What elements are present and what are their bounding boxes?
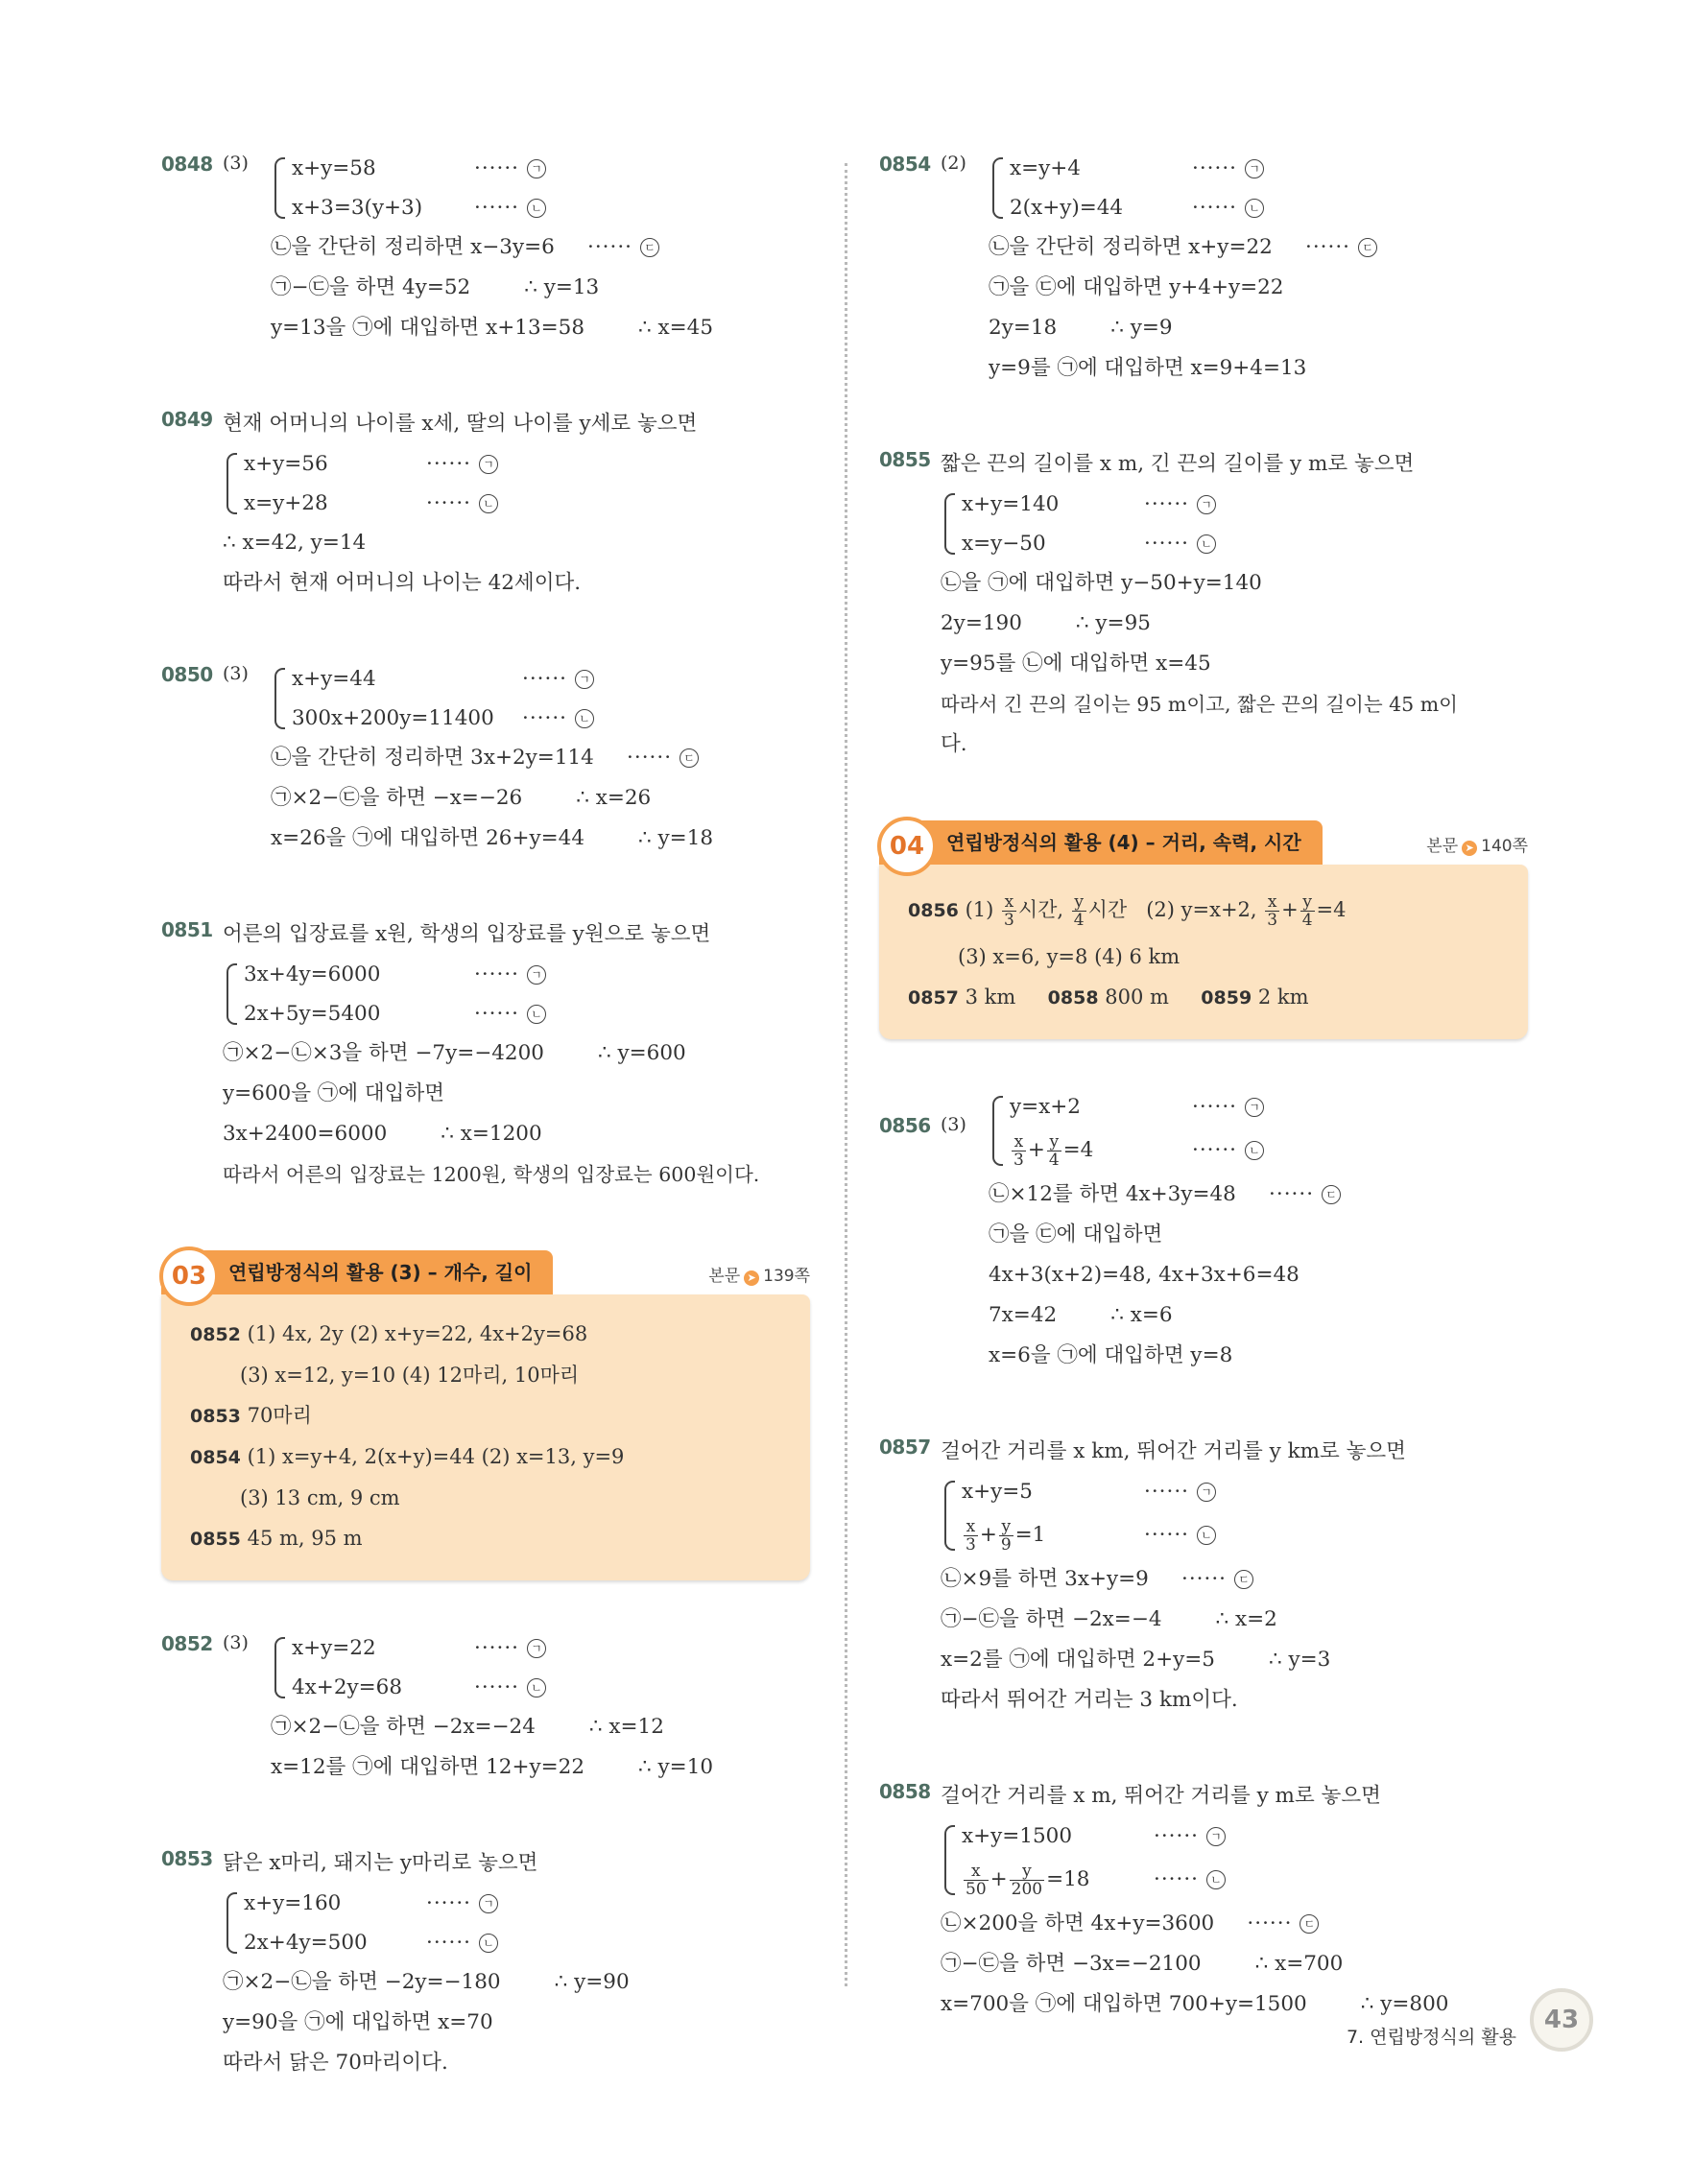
conclusion: 따라서 닭은 70마리이다. [223, 2051, 448, 2075]
marker-2: ㄴ [1245, 1141, 1264, 1160]
problem-intro: 걸어간 거리를 x m, 뛰어간 거리를 y m로 놓으면 [941, 1784, 1381, 1808]
marker-3: ㄷ [1234, 1570, 1253, 1589]
problem-0857: 0857 걸어간 거리를 x km, 뛰어간 거리를 y km로 놓으면 x+y=5 ······ ㄱ $\frac{x}{3}$ + $\frac{y}{9}$ =1 ······ ㄴ ㉡×9를 하면 3x+y=9 ······ ㄷ ㉠−㉢을 하면 −2x=−4 ∴ x=2 x=2를 ㉠에 대입하면 2+y=5 ∴ y=3 따라서 뛰어간 거리는 3 km이다. [879, 1432, 1528, 1721]
solution-line: ㉠×2−㉡×3을 하면 −7y=−4200 [223, 1041, 544, 1065]
marker-2: ㄴ [1197, 1526, 1216, 1545]
marker-3: ㄷ [1300, 1914, 1319, 1934]
marker-1: ㄱ [479, 455, 498, 474]
conclusion: 따라서 뛰어간 거리는 3 km이다. [941, 1688, 1238, 1712]
brace [944, 1825, 955, 1895]
equation: x+3=3(y+3) [292, 196, 423, 220]
equation: $\frac{x}{3}$ + $\frac{y}{4}$ =4 [1013, 1131, 1094, 1170]
equation-system: x+y=58 ······ ㄱ x+3=3(y+3) ······ ㄴ [271, 149, 810, 227]
answer: (1) x=y+4, 2(x+y)=44 (2) x=13, y=9 [247, 1445, 625, 1468]
problem-number: 0849 [161, 408, 213, 431]
solution-line: 2y=18 [989, 316, 1058, 340]
equation: $\frac{x}{3}$ + $\frac{y}{9}$ =1 [966, 1516, 1046, 1555]
brace [992, 157, 1003, 219]
marker-1: ㄱ [479, 1894, 498, 1913]
marker-1: ㄱ [527, 965, 546, 985]
problem-0852 [161, 1628, 810, 1788]
marker-3: ㄷ [1358, 238, 1377, 257]
solution: x+y=44 ······ ㄱ 300x+200y=11400 ······ ㄴ ㉡을 간단히 정리하면 3x+2y=114 ······ ㄷ ㉠×2−㉢을 하면 −x=−26 ∴ x=26 x=26을 ㉠에 대입하면 26+y=44 ∴ y=18 [223, 659, 810, 859]
problem-0849 [161, 404, 810, 604]
marker-1: ㄱ [1206, 1827, 1226, 1846]
marker-3: ㄷ [1322, 1185, 1341, 1204]
marker-2: ㄴ [575, 709, 594, 728]
therefore: ∴ y=90 [554, 1970, 630, 1994]
problem-number: 0858 [879, 1780, 931, 1803]
therefore: ∴ x=1200 [441, 1122, 542, 1146]
textbook-reference: 본문 ➤ 139쪽 [708, 1267, 810, 1286]
section-title: 연립방정식의 활용 (3) – 개수, 길이 [228, 1261, 533, 1284]
marker-2: ㄴ [1245, 199, 1264, 218]
equation: 2x+4y=500 [244, 1931, 368, 1955]
solution-line: y=9를 ㉠에 대입하면 x=9+4=13 [989, 356, 1307, 380]
marker-2: ㄴ [527, 1678, 546, 1697]
marker-3: ㄷ [640, 238, 659, 257]
answer: (1) 4x, 2y (2) x+y=22, 4x+2y=68 [247, 1322, 588, 1345]
marker-1: ㄱ [575, 670, 594, 689]
problem-0855 [879, 444, 1528, 765]
therefore: ∴ x=700 [1254, 1952, 1344, 1976]
answer: (3) x=12, y=10 (4) 12마리, 10마리 [240, 1364, 580, 1387]
brace [227, 453, 237, 514]
equation: x+y=160 [244, 1891, 342, 1915]
solution-line: ∴ x=42, y=14 [223, 531, 367, 555]
solution-line: ㉠을 ㉢에 대입하면 [989, 1223, 1163, 1246]
therefore: ∴ y=18 [638, 826, 714, 850]
equation: y=x+2 [1010, 1095, 1081, 1119]
equation-system: x+y=1500 ······ ㄱ $\frac{x}{50}$ + $\frac{y}{200}$ =18 ······ ㄴ [941, 1816, 1528, 1904]
equation-system: x+y=5 ······ ㄱ $\frac{x}{3}$ + $\frac{y}{9}$ =1 ······ ㄴ [941, 1472, 1528, 1559]
marker-2: ㄴ [1206, 1870, 1226, 1889]
therefore: ∴ x=6 [1110, 1303, 1173, 1327]
solution-line: 2y=190 [941, 611, 1022, 635]
solution-line: ㉡×200을 하면 4x+y=3600 [941, 1911, 1215, 1935]
problem-number: 0850 [161, 663, 213, 686]
equation: x+y=22 [292, 1636, 376, 1660]
marker-2: ㄴ [1197, 534, 1216, 554]
therefore: ∴ y=800 [1360, 1992, 1449, 2016]
section-tab [879, 820, 1323, 865]
solution-line: ㉠×2−㉢을 하면 −x=−26 [271, 786, 523, 810]
therefore: ∴ y=13 [524, 275, 600, 299]
equation: x+y=5 [962, 1480, 1033, 1504]
equation: $\frac{x}{50}$ + $\frac{y}{200}$ =18 [966, 1861, 1090, 1899]
answer: 70마리 [247, 1404, 312, 1427]
equation: x+y=1500 [962, 1824, 1073, 1848]
problem-intro: 현재 어머니의 나이를 x세, 딸의 나이를 y세로 놓으면 [223, 412, 698, 436]
equation-system: x+y=56 ······ ㄱ x=y+28 ······ ㄴ [223, 444, 810, 523]
section-03 [161, 1250, 810, 1580]
part-label: (3) [941, 1114, 966, 1135]
brace [992, 1096, 1003, 1166]
equation: x=y+28 [244, 491, 328, 515]
problem-0856 [879, 1087, 1528, 1376]
equation: 4x+2y=68 [292, 1675, 403, 1699]
solution-line: y=13을 ㉠에 대입하면 x+13=58 [271, 316, 585, 340]
marker-2: ㄴ [527, 199, 546, 218]
equation-system: x+y=44 ······ ㄱ 300x+200y=11400 ······ ㄴ [271, 659, 810, 738]
problem-0851 [161, 914, 810, 1195]
marker-2: ㄴ [479, 494, 498, 513]
problem-number: 0848 [161, 153, 213, 176]
solution-line: ㉡을 간단히 정리하면 3x+2y=114 [271, 746, 594, 770]
left-column [161, 149, 810, 2139]
conclusion: 다. [941, 732, 967, 756]
answer-box: 0856 (1) $\frac{x}{3}$ 시간, $\frac{y}{4}$ 시간 (2) y=x+2, $\frac{x}{3}$ + $\frac{y}{4}$ =4 (3) x=6, y=8 (4) 6 km 0857 3 km 0858 800 m 0859 2 km [879, 865, 1528, 1039]
solution-line: y=600을 ㉠에 대입하면 [223, 1081, 444, 1105]
part-label: (2) [941, 153, 966, 174]
problem-number: 0852 [161, 1632, 213, 1655]
section-04 [879, 820, 1528, 1039]
solution: x=y+4 ······ ㄱ 2(x+y)=44 ······ ㄴ ㉡을 간단히 정리하면 x+y=22 ······ ㄷ ㉠을 ㉢에 대입하면 y+4+y=22 2y=18 ∴ y=9 y=9를 ㉠에 대입하면 x=9+4=13 [941, 149, 1528, 389]
solution-line: ㉠×2−㉡을 하면 −2x=−24 [271, 1715, 536, 1739]
brace [274, 157, 285, 219]
solution-line: ㉡을 간단히 정리하면 x−3y=6 [271, 235, 555, 259]
therefore: ∴ x=26 [576, 786, 652, 810]
problem-intro: 어른의 입장료를 x원, 학생의 입장료를 y원으로 놓으면 [223, 922, 711, 946]
arrow-right-icon: ➤ [744, 1270, 759, 1286]
solution-line: y=90을 ㉠에 대입하면 x=70 [223, 2010, 493, 2034]
equation: x=y+4 [1010, 156, 1081, 180]
chapter-footer: 7. 연립방정식의 활용 [1346, 2027, 1516, 2048]
problem-number: 0851 [161, 918, 213, 941]
brace [227, 963, 237, 1025]
marker-1: ㄱ [527, 159, 546, 178]
equation: 2x+5y=5400 [244, 1002, 381, 1026]
equation: 300x+200y=11400 [292, 706, 494, 730]
solution [223, 1628, 810, 1788]
problem-intro: 닭은 x마리, 돼지는 y마리로 놓으면 [223, 1851, 538, 1875]
marker-1: ㄱ [527, 1639, 546, 1658]
therefore: ∴ x=12 [588, 1715, 664, 1739]
solution-line: ㉠−㉢을 하면 4y=52 [271, 275, 471, 299]
answer: 45 m, 95 m [247, 1527, 363, 1550]
solution-line: ㉡을 ㉠에 대입하면 y−50+y=140 [941, 571, 1262, 595]
marker-3: ㄷ [680, 748, 699, 768]
equation-system: x+y=160 ······ ㄱ 2x+4y=500 ······ ㄴ [223, 1884, 810, 1962]
therefore: ∴ y=9 [1110, 316, 1173, 340]
brace [944, 1481, 955, 1551]
brace [227, 1892, 237, 1954]
solution: y=x+2 ······ ㄱ $\frac{x}{3}$ + $\frac{y}{4}$ =4 ······ ㄴ ㉡×12를 하면 4x+3y=48 ······ ㄷ ㉠을 ㉢에 대입하면 4x+3(x+2)=48, 4x+3x+6=48 7x=42 ∴ x=6 x=6을 ㉠에 대입하면 y=8 [941, 1087, 1528, 1376]
problem-intro: 짧은 끈의 길이를 x m, 긴 끈의 길이를 y m로 놓으면 [941, 452, 1415, 476]
solution-line: x=12를 ㉠에 대입하면 12+y=22 [271, 1755, 585, 1779]
marker-1: ㄱ [1245, 159, 1264, 178]
solution-line: ㉠×2−㉡을 하면 −2y=−180 [223, 1970, 501, 1994]
textbook-reference: 본문 ➤ 140쪽 [1426, 837, 1528, 856]
therefore: ∴ x=45 [638, 316, 714, 340]
equation-system: 3x+4y=6000 ······ ㄱ 2x+5y=5400 ······ ㄴ [223, 955, 810, 1033]
part-label: (3) [223, 663, 249, 684]
solution-line: ㉠을 ㉢에 대입하면 y+4+y=22 [989, 275, 1284, 299]
problem-intro: 걸어간 거리를 x km, 뛰어간 거리를 y km로 놓으면 [941, 1439, 1406, 1463]
problem-number: 0856 [879, 1114, 931, 1137]
marker-2: ㄴ [527, 1005, 546, 1024]
marker-2: ㄴ [479, 1934, 498, 1953]
problem-number: 0854 [879, 153, 931, 176]
section-title: 연립방정식의 활용 (4) – 거리, 속력, 시간 [946, 831, 1301, 854]
solution-line: 4x+3(x+2)=48, 4x+3x+6=48 [989, 1263, 1300, 1287]
therefore: ∴ y=10 [638, 1755, 714, 1779]
solution-line: x=6을 ㉠에 대입하면 y=8 [989, 1343, 1233, 1367]
answer-box: 0852 (1) 4x, 2y (2) x+y=22, 4x+2y=68 (3) x=12, y=10 (4) 12마리, 10마리 0853 70마리 0854 (1) x=y+4, 2(x+y)=44 (2) x=13, y=9 (3) 13 cm, 9 cm 0855 45 m, 95 m [161, 1294, 810, 1580]
equation: x+y=140 [962, 492, 1060, 516]
problem-0858: 0858 걸어간 거리를 x m, 뛰어간 거리를 y m로 놓으면 x+y=1500 ······ ㄱ $\frac{x}{50}$ + $\frac{y}{200}$ =18 ······ ㄴ ㉡×200을 하면 4x+y=3600 ······ ㄷ ㉠−㉢을 하면 −3x=−2100 ∴ x=700 x=700을 ㉠에 대입하면 700+y=1500 ∴ y=800 [879, 1776, 1528, 2025]
marker-1: ㄱ [1197, 1483, 1216, 1502]
solution-line: ㉡×9를 하면 3x+y=9 [941, 1567, 1149, 1591]
answer: (3) 13 cm, 9 cm [240, 1486, 400, 1509]
equation: x=y−50 [962, 532, 1046, 556]
solution-line: ㉡×12를 하면 4x+3y=48 [989, 1182, 1236, 1206]
section-number: 04 [877, 817, 937, 876]
marker-1: ㄱ [1197, 495, 1216, 514]
equation-system: x+y=22 ······ ㄱ 4x+2y=68 ······ ㄴ [271, 1628, 810, 1707]
solution-line: y=95를 ㉡에 대입하면 x=45 [941, 652, 1211, 676]
problem-0848 [161, 149, 810, 348]
problem-0853 [161, 1843, 810, 2083]
equation: 2(x+y)=44 [1010, 196, 1124, 220]
problem-number: 0855 [879, 448, 931, 471]
section-tab [161, 1250, 553, 1294]
equation: x+y=56 [244, 452, 328, 476]
therefore: ∴ y=3 [1268, 1648, 1331, 1672]
brace [944, 493, 955, 555]
page-number: 43 [1530, 1988, 1593, 2052]
problem-number: 0857 [879, 1436, 931, 1459]
equation-system: y=x+2 ······ ㄱ $\frac{x}{3}$ + $\frac{y}{4}$ =4 ······ ㄴ [989, 1087, 1528, 1175]
equation: x+y=58 [292, 156, 376, 180]
solution-line: ㉠−㉢을 하면 −3x=−2100 [941, 1952, 1202, 1976]
marker-1: ㄱ [1245, 1098, 1264, 1117]
conclusion: 따라서 현재 어머니의 나이는 42세이다. [223, 571, 582, 595]
problem-0854 [879, 149, 1528, 389]
solution: x+y=58 ······ ㄱ x+3=3(y+3) ······ ㄴ ㉡을 간단히 정리하면 x−3y=6 ······ ㄷ ㉠−㉢을 하면 4y=52 ∴ y=13 y=13을 ㉠에 대입하면 x+13=58 ∴ x=45 [223, 149, 810, 348]
problem-0850 [161, 659, 810, 859]
therefore: ∴ x=2 [1215, 1607, 1277, 1631]
therefore: ∴ y=600 [597, 1041, 686, 1065]
part-label: (3) [223, 153, 249, 174]
conclusion: 따라서 긴 끈의 길이는 95 m이고, 짧은 끈의 길이는 45 m이 [941, 693, 1458, 716]
right-column [879, 149, 1528, 2025]
therefore: ∴ y=95 [1075, 611, 1151, 635]
solution-line: 3x+2400=6000 [223, 1122, 388, 1146]
brace [274, 1637, 285, 1698]
equation-system: x+y=140 ······ ㄱ x=y−50 ······ ㄴ [941, 485, 1528, 563]
arrow-right-icon: ➤ [1462, 841, 1477, 856]
solution-line: 7x=42 [989, 1303, 1058, 1327]
answer: (3) x=6, y=8 (4) 6 km [958, 945, 1180, 968]
brace [274, 668, 285, 729]
equation-system: x=y+4 ······ ㄱ 2(x+y)=44 ······ ㄴ [989, 149, 1528, 227]
solution-line: ㉠−㉢을 하면 −2x=−4 [941, 1607, 1162, 1631]
equation: 3x+4y=6000 [244, 962, 381, 986]
equation: x+y=44 [292, 667, 376, 691]
section-number: 03 [159, 1246, 219, 1306]
conclusion: 따라서 어른의 입장료는 1200원, 학생의 입장료는 600원이다. [223, 1163, 760, 1186]
solution-line: x=26을 ㉠에 대입하면 26+y=44 [271, 826, 585, 850]
solution-line: x=700을 ㉠에 대입하면 700+y=1500 [941, 1992, 1307, 2016]
solution-line: x=2를 ㉠에 대입하면 2+y=5 [941, 1648, 1215, 1672]
part-label: (3) [223, 1632, 249, 1653]
problem-number: 0853 [161, 1847, 213, 1870]
column-divider [845, 163, 847, 1986]
solution-line: ㉡을 간단히 정리하면 x+y=22 [989, 235, 1273, 259]
